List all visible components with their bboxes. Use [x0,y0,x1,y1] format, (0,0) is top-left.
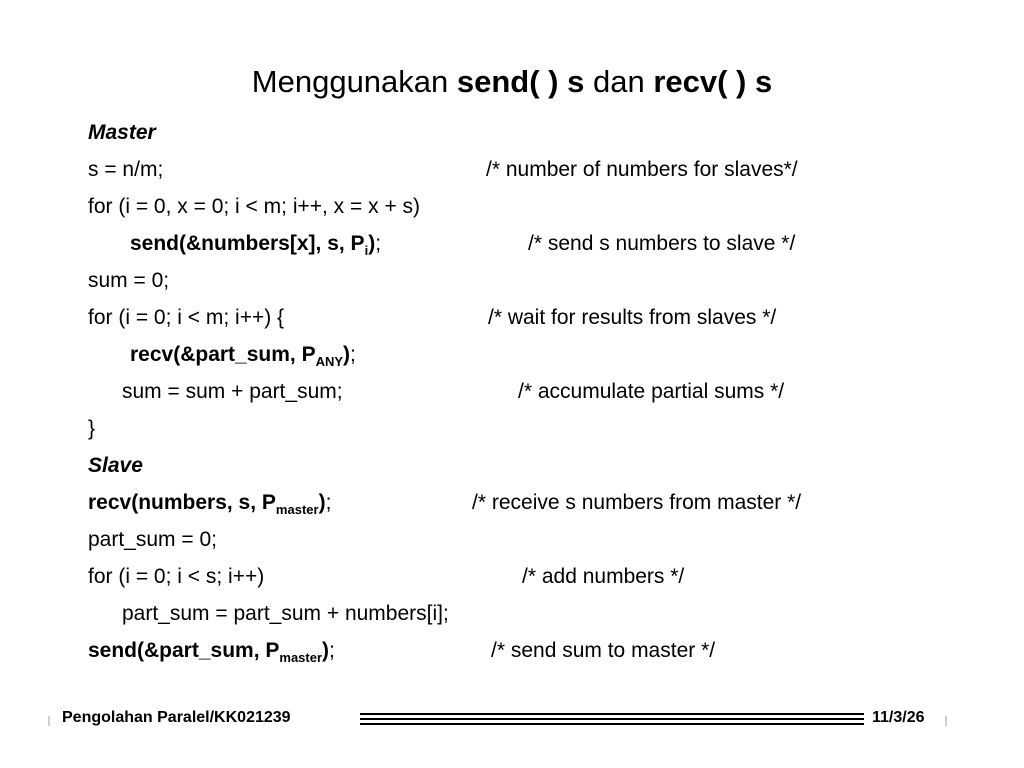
slave-line-3: for (i = 0; i < s; i++) [88,565,265,588]
slave-recv-call: recv(numbers, s, P [88,491,276,514]
slide-title [0,60,1024,104]
send-call-semicolon: ; [375,232,382,255]
master-line-6 [130,341,356,369]
master-line-4: sum = 0; [88,269,170,292]
send-call-subscript: i [364,243,369,258]
slave-line-4: part_sum = part_sum + numbers[i]; [122,602,449,625]
master-line-2: for (i = 0, x = 0; i < m; i++, x = x + s) [88,195,421,218]
slave-line-1-comment: /* receive s numbers from master */ [472,491,802,514]
master-line-1-code: s = n/m; [88,158,164,181]
recv-call-subscript: ANY [315,354,344,369]
master-line-3 [130,230,381,258]
footer-rule-top [360,713,864,715]
title-prefix: Menggunakan [251,64,457,99]
slave-line-3-comment: /* add numbers */ [522,565,685,588]
slave-recv-close: ) [318,491,326,514]
footer-course: Pengolahan Paralel/KK021239 [62,709,291,726]
master-heading: Master [88,121,156,144]
slave-line-2: part_sum = 0; [88,528,217,551]
title-middle: dan [584,64,654,99]
footer-right-mark [945,716,947,726]
slave-recv-subscript: master [275,502,319,517]
slave-line-5 [88,637,335,665]
master-line-7-comment: /* accumulate partial sums */ [518,380,785,403]
footer-rule-bottom [360,723,864,725]
slave-send-semicolon: ; [329,639,335,662]
slave-send-subscript: master [279,650,323,665]
recv-call-close: ) [343,343,351,366]
title-recv: recv( ) s [653,64,773,99]
master-line-3-comment: /* send s numbers to slave */ [528,232,796,255]
master-line-5-comment: /* wait for results from slaves */ [488,306,777,329]
footer-rule-middle [360,718,864,720]
master-line-8: } [88,417,96,440]
send-call: send(&numbers[x], s, P [130,232,365,255]
footer-page: 11/3/26 [872,709,925,726]
master-line-7: sum = sum + part_sum; [122,380,343,403]
footer-left-mark [48,716,50,726]
slave-line-1 [88,489,331,517]
slave-send-call: send(&part_sum, P [88,639,280,662]
slave-recv-semicolon: ; [325,491,332,514]
slave-send-close: ) [322,639,330,662]
slave-heading: Slave [88,454,143,477]
master-line-5: for (i = 0; i < m; i++) { [88,306,285,329]
master-line-1 [88,156,163,184]
title-send: send( ) s [456,64,585,99]
master-line-1-comment: /* number of numbers for slaves*/ [486,158,798,181]
recv-call-semicolon: ; [350,343,356,366]
slave-line-5-comment: /* send sum to master */ [491,639,716,662]
recv-call: recv(&part_sum, P [130,343,316,366]
send-call-close: ) [368,232,376,255]
